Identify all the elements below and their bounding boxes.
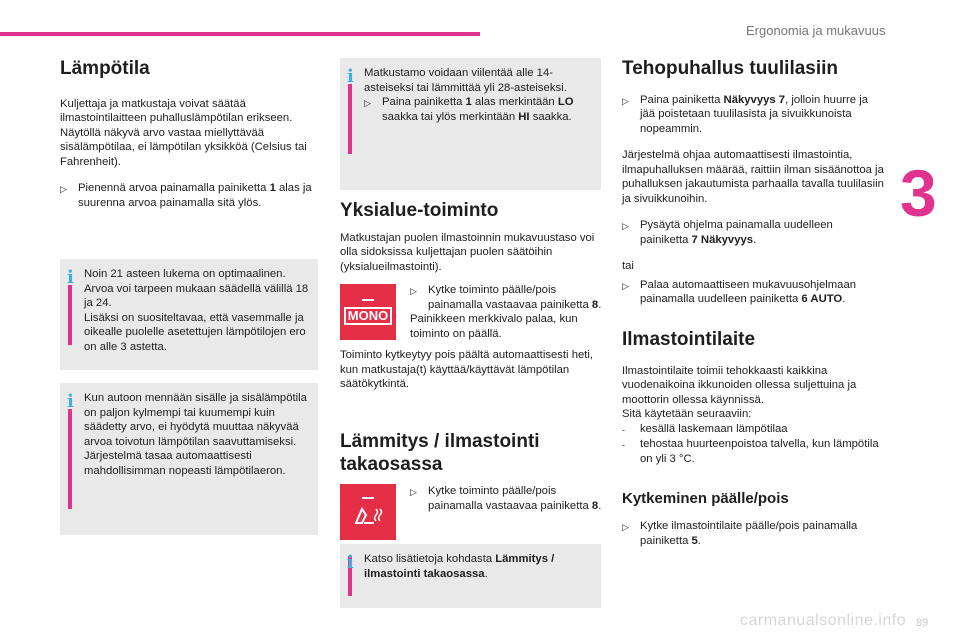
ac-onoff-bullet: ▷ Kytke ilmastointilaite päälle/pois painamalla painiketta 5. (622, 520, 858, 547)
rear-bullet-block (410, 484, 604, 513)
arrow-bullet-icon: ▷ (622, 522, 629, 533)
temperature-intro: Kuljettaja ja matkustaja voivat säätää ilmastointilaitteen puhalluslämpötilan erikseen. Näytöllä näkyvä arvo vastaa miellyttävää sisälämpötilaa, ei lämpötilan yksikköä (Celsius tai Fahrenheit). (60, 97, 307, 168)
mono-bullet: ▷ Kytke toiminto päälle/pois painamalla vastaavaa painiketta 8. (410, 284, 602, 311)
heading-onoff: Kytkeminen päälle/pois (622, 490, 789, 508)
info-box-rear (340, 544, 601, 608)
info-rear-text: Katso lisätietoja kohdasta Lämmitys / ilmastointi takaosassa. (364, 553, 555, 580)
lo-hi-bullet: ▷ Paina painiketta 1 alas merkintään LO saakka tai ylös merkintään HI saakka. (364, 96, 574, 123)
ac-dash-1: - kesällä laskemaan lämpötilaa (622, 422, 788, 435)
ac-intro: Ilmastointilaite toimii tehokkaasti kaikkina vuodenaikoina ikkunoiden ollessa suljettuina ja moottorin ollessa käynnissä. Sitä käytetään seuraaviin: (622, 364, 857, 421)
mono-intro: Matkustajan puolen ilmastoinnin mukavuustaso voi olla sidoksissa kuljettajan puolen säätöihin (yksialueilmastointi). (340, 231, 595, 273)
arrow-bullet-icon: ▷ (410, 487, 417, 497)
info-box-lo-hi (340, 58, 601, 190)
or-text: tai (622, 260, 634, 273)
ac-dash-2: - tehostaa huurteenpoistoa talvella, kun lämpötila on yli 3 °C. (622, 438, 879, 465)
info-lo-hi-text: Matkustamo voidaan viilentää alle 14-asteiseksi tai lämmittää yli 28-asteiseksi. (364, 67, 567, 94)
column-temperature (60, 58, 320, 210)
column-mono (340, 200, 604, 274)
arrow-bullet-icon: ▷ (364, 98, 371, 108)
info-icon: i (67, 391, 74, 412)
watermark: carmanualsonline.info (740, 612, 907, 629)
info-optimal-text: Noin 21 asteen lukema on optimaalinen. Arvoa voi tarpeen mukaan säädellä välillä 18 ja 24. Lisäksi on suositeltavaa, että vasemmalle ja oikealle puolelle asetettujen lämpötilojen ero on alle 3 astetta. (84, 268, 309, 353)
info-icon: i (347, 66, 354, 87)
info-box-optimal-temp (60, 259, 318, 370)
column-rear (340, 431, 604, 477)
mono-button-image (340, 284, 396, 340)
defrost-stop-bullet: ▷ Pysäytä ohjelma painamalla uudelleen painiketta 7 Näkyvyys. (622, 219, 833, 246)
arrow-bullet-icon: ▷ (60, 184, 67, 195)
mono-button-label: MONO (344, 307, 392, 325)
rear-heat-button-image (340, 484, 396, 540)
arrow-bullet-icon: ▷ (622, 221, 629, 232)
temperature-bullet: ▷ Pienennä arvoa painamalla painiketta 1 alas ja suurenna arvoa painamalla sitä ylös. (60, 182, 312, 209)
section-title: Ergonomia ja mukavuus (746, 23, 886, 38)
mono-bullet-block (410, 283, 604, 341)
header-accent-bar (0, 32, 480, 36)
heading-defrost: Tehopuhallus tuulilasiin (622, 58, 839, 79)
arrow-bullet-icon: ▷ (622, 280, 629, 291)
info-cold-car-text: Kun autoon mennään sisälle ja sisälämpötila on paljon kylmempi tai kuumempi kuin säädetty arvo, ei hyödytä muuttaa näkyvää arvoa toivotun lämpötilan saavuttamiseksi. Järjestelmä tasaa automaattisesti mahdollisimman nopeasti lämpötilaeron. (84, 392, 307, 477)
defrost-auto-bullet: ▷ Palaa automaattiseen mukavuusohjelmaan painamalla uudelleen painiketta 6 AUTO. (622, 278, 857, 306)
info-icon: i (67, 267, 74, 288)
defrost-auto-text: Järjestelmä ohjaa automaattisesti ilmastointia, ilmapuhalluksen määrää, raittiin ilman sisäänottoa ja puhalluksen jakautumista parhaalla tavalla tuulilasiin ja sivuikkunoihin. (622, 149, 884, 205)
heading-rear-2: takaosassa (340, 453, 443, 475)
mono-indicator-text: Painikkeen merkkivalo palaa, kun toiminto on päällä. (410, 313, 578, 340)
defrost-bullet: ▷ Paina painiketta Näkyvyys 7, jolloin huurre ja jää poistetaan tuulilasista ja sivuikkunoista nopeammin. (622, 93, 868, 135)
info-icon: i (347, 552, 354, 573)
heading-mono: Yksialue-toiminto (340, 200, 499, 221)
rear-bullet: ▷ Kytke toiminto päälle/pois painamalla vastaavaa painiketta 8. (410, 485, 602, 512)
info-box-cold-car (60, 383, 318, 535)
rear-seat-heat-icon (352, 505, 384, 527)
page-number: 89 (916, 617, 929, 629)
chapter-number: 3 (900, 156, 937, 230)
arrow-bullet-icon: ▷ (622, 95, 629, 106)
mono-auto-off-text: Toiminto kytkeytyy pois päältä automaattisesti heti, kun matkustaja(t) käyttää/käyttävät lämpötilan säätökytkintä. (340, 349, 594, 390)
heading-ac: Ilmastointilaite (622, 328, 756, 350)
heading-temperature: Lämpötila (60, 58, 150, 79)
arrow-bullet-icon: ▷ (410, 286, 417, 296)
heading-rear-1: Lämmitys / ilmastointi (340, 431, 540, 452)
column-defrost (622, 58, 884, 548)
